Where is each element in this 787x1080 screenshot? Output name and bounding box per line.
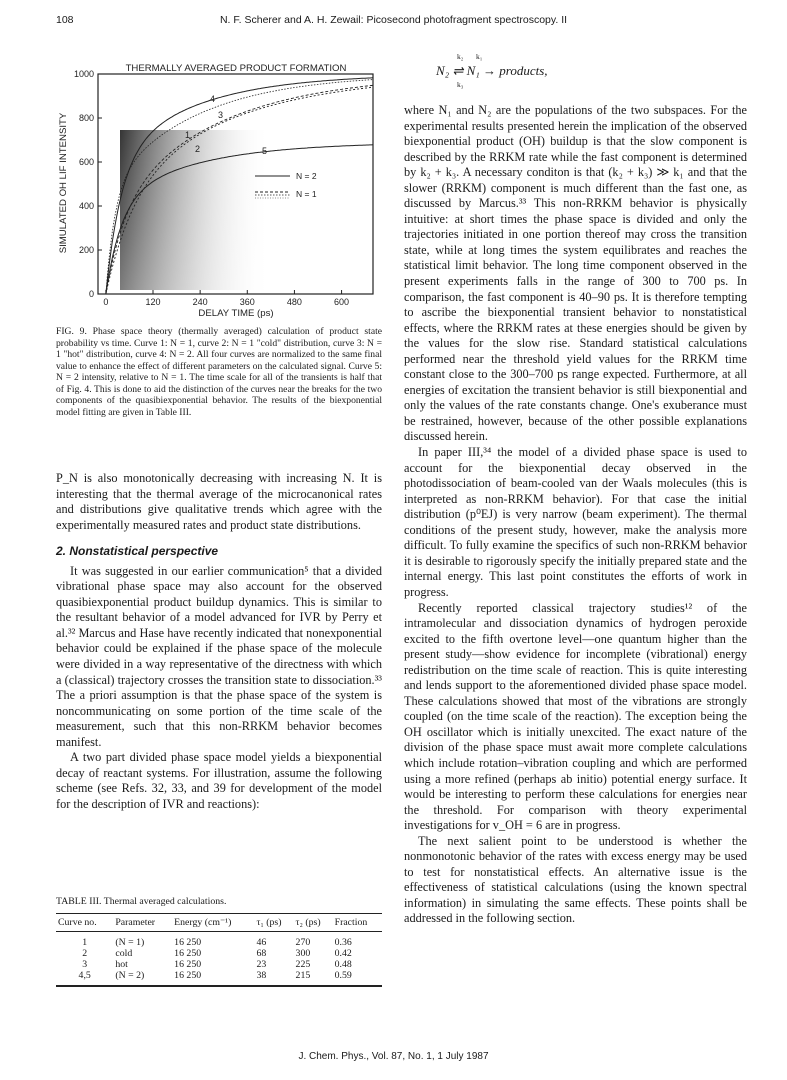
header-curve-no: Curve no. xyxy=(56,914,113,932)
left-column xyxy=(56,471,382,812)
curve-label-4: 4 xyxy=(210,94,216,104)
paragraph: Recently reported classical trajectory studies¹² of the intramolecular and dissociation dynamics of hydrogen peroxide excited to the fifth overtone level—one quantum higher than the present study—show evidence for incomplete (vibrational) energy redistribution on the time scale of reaction. This is quite interesting and lends support to the aforementioned divided phase space model. These calculations showed that most of the vibrations are strongly coupled (on the time scale of the reaction). The exception being the OH oscillator which is initially unexcited. The exact nature of the division of the phase space must await more complete calculations which include rotation–vibration coupling and which are performed using a more refined (perhaps ab initio) potential energy surface. It would be interesting to perform these calculations for energies near the threshold. For comparison with theory experimental investigations for v_OH = 6 are in progress. xyxy=(404,600,747,833)
table-cell: (N = 2) xyxy=(113,970,172,986)
x-tick-label: 600 xyxy=(334,297,350,307)
table-iii xyxy=(56,896,382,987)
y-tick-label: 1000 xyxy=(73,69,94,79)
y-tick-label: 0 xyxy=(88,289,94,299)
figure-caption xyxy=(56,326,382,418)
table-cell: 225 xyxy=(295,959,311,970)
table-cell: 0.42 xyxy=(334,948,352,959)
x-tick-label: 480 xyxy=(286,297,302,307)
header-energy: Energy (cm⁻¹) xyxy=(172,914,254,932)
paragraph: In paper III,³⁴ the model of a divided phase space is used to account for the biexponential decay observed in the photodissociation of beam-cooled van der Waals molecules (this is interpreted as non-RRKM behavior). For that case the initial distribution (p⁰EJ) is very narrow (beam experiment). The thermal conditions of the present study, however, make the analysis more difficult. To fully examine the specifics of such non-RRKM behavior it is desirable to rigorously specify the initially prepared state and the internal energy. This last point constitutes the efforts of work in progress. xyxy=(404,445,747,599)
table-cell: 2 xyxy=(82,948,88,959)
x-axis-label: DELAY TIME (ps) xyxy=(198,308,274,319)
right-column xyxy=(404,103,747,927)
table-cell: hot xyxy=(115,959,128,970)
table-cell: 1 xyxy=(82,937,88,948)
table-row xyxy=(56,970,382,986)
rate-constant-k1: k₁ xyxy=(476,52,483,61)
caption-text: Phase space theory (thermally averaged) calculation of product state probability vs time. Curve 1: N = 1, curve 2: N = 1 "cold" distribution, curve 3: N = 1 "hot" distribution, curve 4: N = 2. All four curves are normalized to the same final value to enhance the effect of different parameters on the calculated signal. Curve 5: N = 2 intensity, relative to N = 1. The time scale for all of the transients is half that of Fig. 4. This is done to aid the distinction of the curves near the breaks for the two components of the quasibiexponential behavior. The results of the biexponential model fitting are given in Table III. xyxy=(56,326,383,418)
curve-label-2: 2 xyxy=(195,144,201,154)
paragraph: A two part divided phase space model yields a biexponential decay of reactant systems. For illustration, assume the following scheme (see Refs. 32, 33, and 39 for development of the model for the description of IVR and reactions): xyxy=(56,750,382,811)
table-cell: 16 250 xyxy=(172,970,254,986)
y-tick-label: 600 xyxy=(78,157,94,167)
curve-label-3: 3 xyxy=(218,110,224,120)
table-row xyxy=(56,959,382,970)
curve-label-5: 5 xyxy=(262,146,268,156)
table-cell: 0.59 xyxy=(333,970,382,986)
legend-label-n1: N = 1 xyxy=(296,189,317,199)
table-row xyxy=(56,948,382,959)
table-cell: 16 250 xyxy=(174,937,202,948)
table-cell: 4,5 xyxy=(56,970,113,986)
paragraph: where N₁ and N₂ are the populations of the two subspaces. For the experimental results presented herein the implication of the observed biexponential product (OH) buildup is that the slow component is described by the RRKM rate while the fast component is determined by k₂ + k₃. A necessary conditon is that (k₂ + k₃) ≫ k₁ and that the slower (RRKM) component is much different than the fast one, as discussed by Marcus.³³ This non-RRKM behavior is physically intuitive: at short times the phase space is divided and only the trajectories initiated in one portion thereof may cross the transition state, while at long times the system equilibrates and reaches the statistical limit behavior. The long time component observed in the present experiments falls in the range of 300 to 700 ps. In comparison, the fast component is 40–90 ps. It is therefore tempting to ascribe the biexponential transient behavior to nonstatistical effects, where the RRKM rates at these energies should be given by the values for the slow rise. Standard statistical calculations performed near the threshold yield values for the RRKM time constant close to the 300–700 ps range expected. Furthermore, at all energies of excitation the transient behavior is still biexponential and only the values of the rate constants change. One's exuberance must be restrained, however, because of the other possible explanations discussed herein. xyxy=(404,103,747,444)
table-cell: 68 xyxy=(256,948,267,959)
table-cell: cold xyxy=(115,948,133,959)
legend-label-n2: N = 2 xyxy=(296,171,317,181)
table-cell: 16 250 xyxy=(174,948,202,959)
rate-constant-k2: k₂ xyxy=(457,52,464,61)
table-title: TABLE III. Thermal averaged calculations. xyxy=(56,896,227,907)
table-row xyxy=(56,932,382,949)
page-number: 108 xyxy=(56,14,74,26)
header-tau1: τ₁ (ps) xyxy=(254,914,293,932)
x-tick-label: 240 xyxy=(192,297,208,307)
table-cell: 0.36 xyxy=(334,937,352,948)
caption-label: FIG. 9. xyxy=(56,326,87,337)
x-tick-label: 360 xyxy=(239,297,255,307)
y-tick-label: 400 xyxy=(78,201,94,211)
table-cell: 23 xyxy=(256,959,267,970)
header-fraction: Fraction xyxy=(333,914,382,932)
curve-label-1: 1 xyxy=(185,130,191,140)
y-axis-label: SIMULATED OH LIF INTENSITY xyxy=(58,112,69,254)
kinetic-scheme xyxy=(436,52,746,92)
table-cell: 300 xyxy=(295,948,311,959)
scheme-expression: N₂ ⇌ N₁ → products, xyxy=(436,63,548,78)
y-tick-label: 200 xyxy=(78,245,94,255)
table-cell: 3 xyxy=(82,959,88,970)
table-header-row xyxy=(56,914,382,932)
paragraph: P_N is also monotonically decreasing with increasing N. It is interesting that the thermal average of the microcanonical rates and distributions give qualitative trends which agree with the experimentally measured rates and product state distributions. xyxy=(56,471,382,532)
y-tick-label: 800 xyxy=(78,113,94,123)
running-title: N. F. Scherer and A. H. Zewail: Picosecond photofragment spectroscopy. II xyxy=(219,14,568,26)
table-cell: 215 xyxy=(294,970,333,986)
paragraph: It was suggested in our earlier communication⁵ that a divided vibrational phase space may also account for the observed quasibiexponential product buildup dynamics. This is similar to the resultant behavior of a model advanced for IVR by Perry et al.³² Marcus and Hase have recently indicated that nonexponential behavior could be explained if the phase space of the molecule were divided in a way representative of the directness with which a (classical) trajectory crosses the transition state to dissociation.³³ The a priori assumption is that the phase space of the system is noncommunicating on some portion of the time scale of the measurement, such that this non-RRKM behavior becomes manifest. xyxy=(56,563,382,749)
section-heading: 2. Nonstatistical perspective xyxy=(56,544,219,559)
chart-title: THERMALLY AVERAGED PRODUCT FORMATION xyxy=(125,63,347,74)
x-tick-label: 120 xyxy=(145,297,161,307)
header-parameter: Parameter xyxy=(113,914,172,932)
journal-footer: J. Chem. Phys., Vol. 87, No. 1, 1 July 1987 xyxy=(298,1051,489,1062)
table-cell: 46 xyxy=(256,937,267,948)
rate-constant-k3: k₃ xyxy=(457,80,464,89)
table-cell: (N = 1) xyxy=(115,937,145,948)
table-cell: 270 xyxy=(295,937,311,948)
x-tick-label: 0 xyxy=(103,297,109,307)
table-cell: 0.48 xyxy=(334,959,352,970)
table-cell: 16 250 xyxy=(174,959,202,970)
paragraph: The next salient point to be understood is whether the nonmonotonic behavior of the rates with excess energy may be used to test for nonstatistical effects. An alternative issue is the effectiveness of statistical calculations (using the known spectral information) in simulating the same effects. These points shall be addressed in the following section. xyxy=(404,833,747,926)
header-tau2: τ₂ (ps) xyxy=(294,914,333,932)
table-cell: 38 xyxy=(254,970,293,986)
